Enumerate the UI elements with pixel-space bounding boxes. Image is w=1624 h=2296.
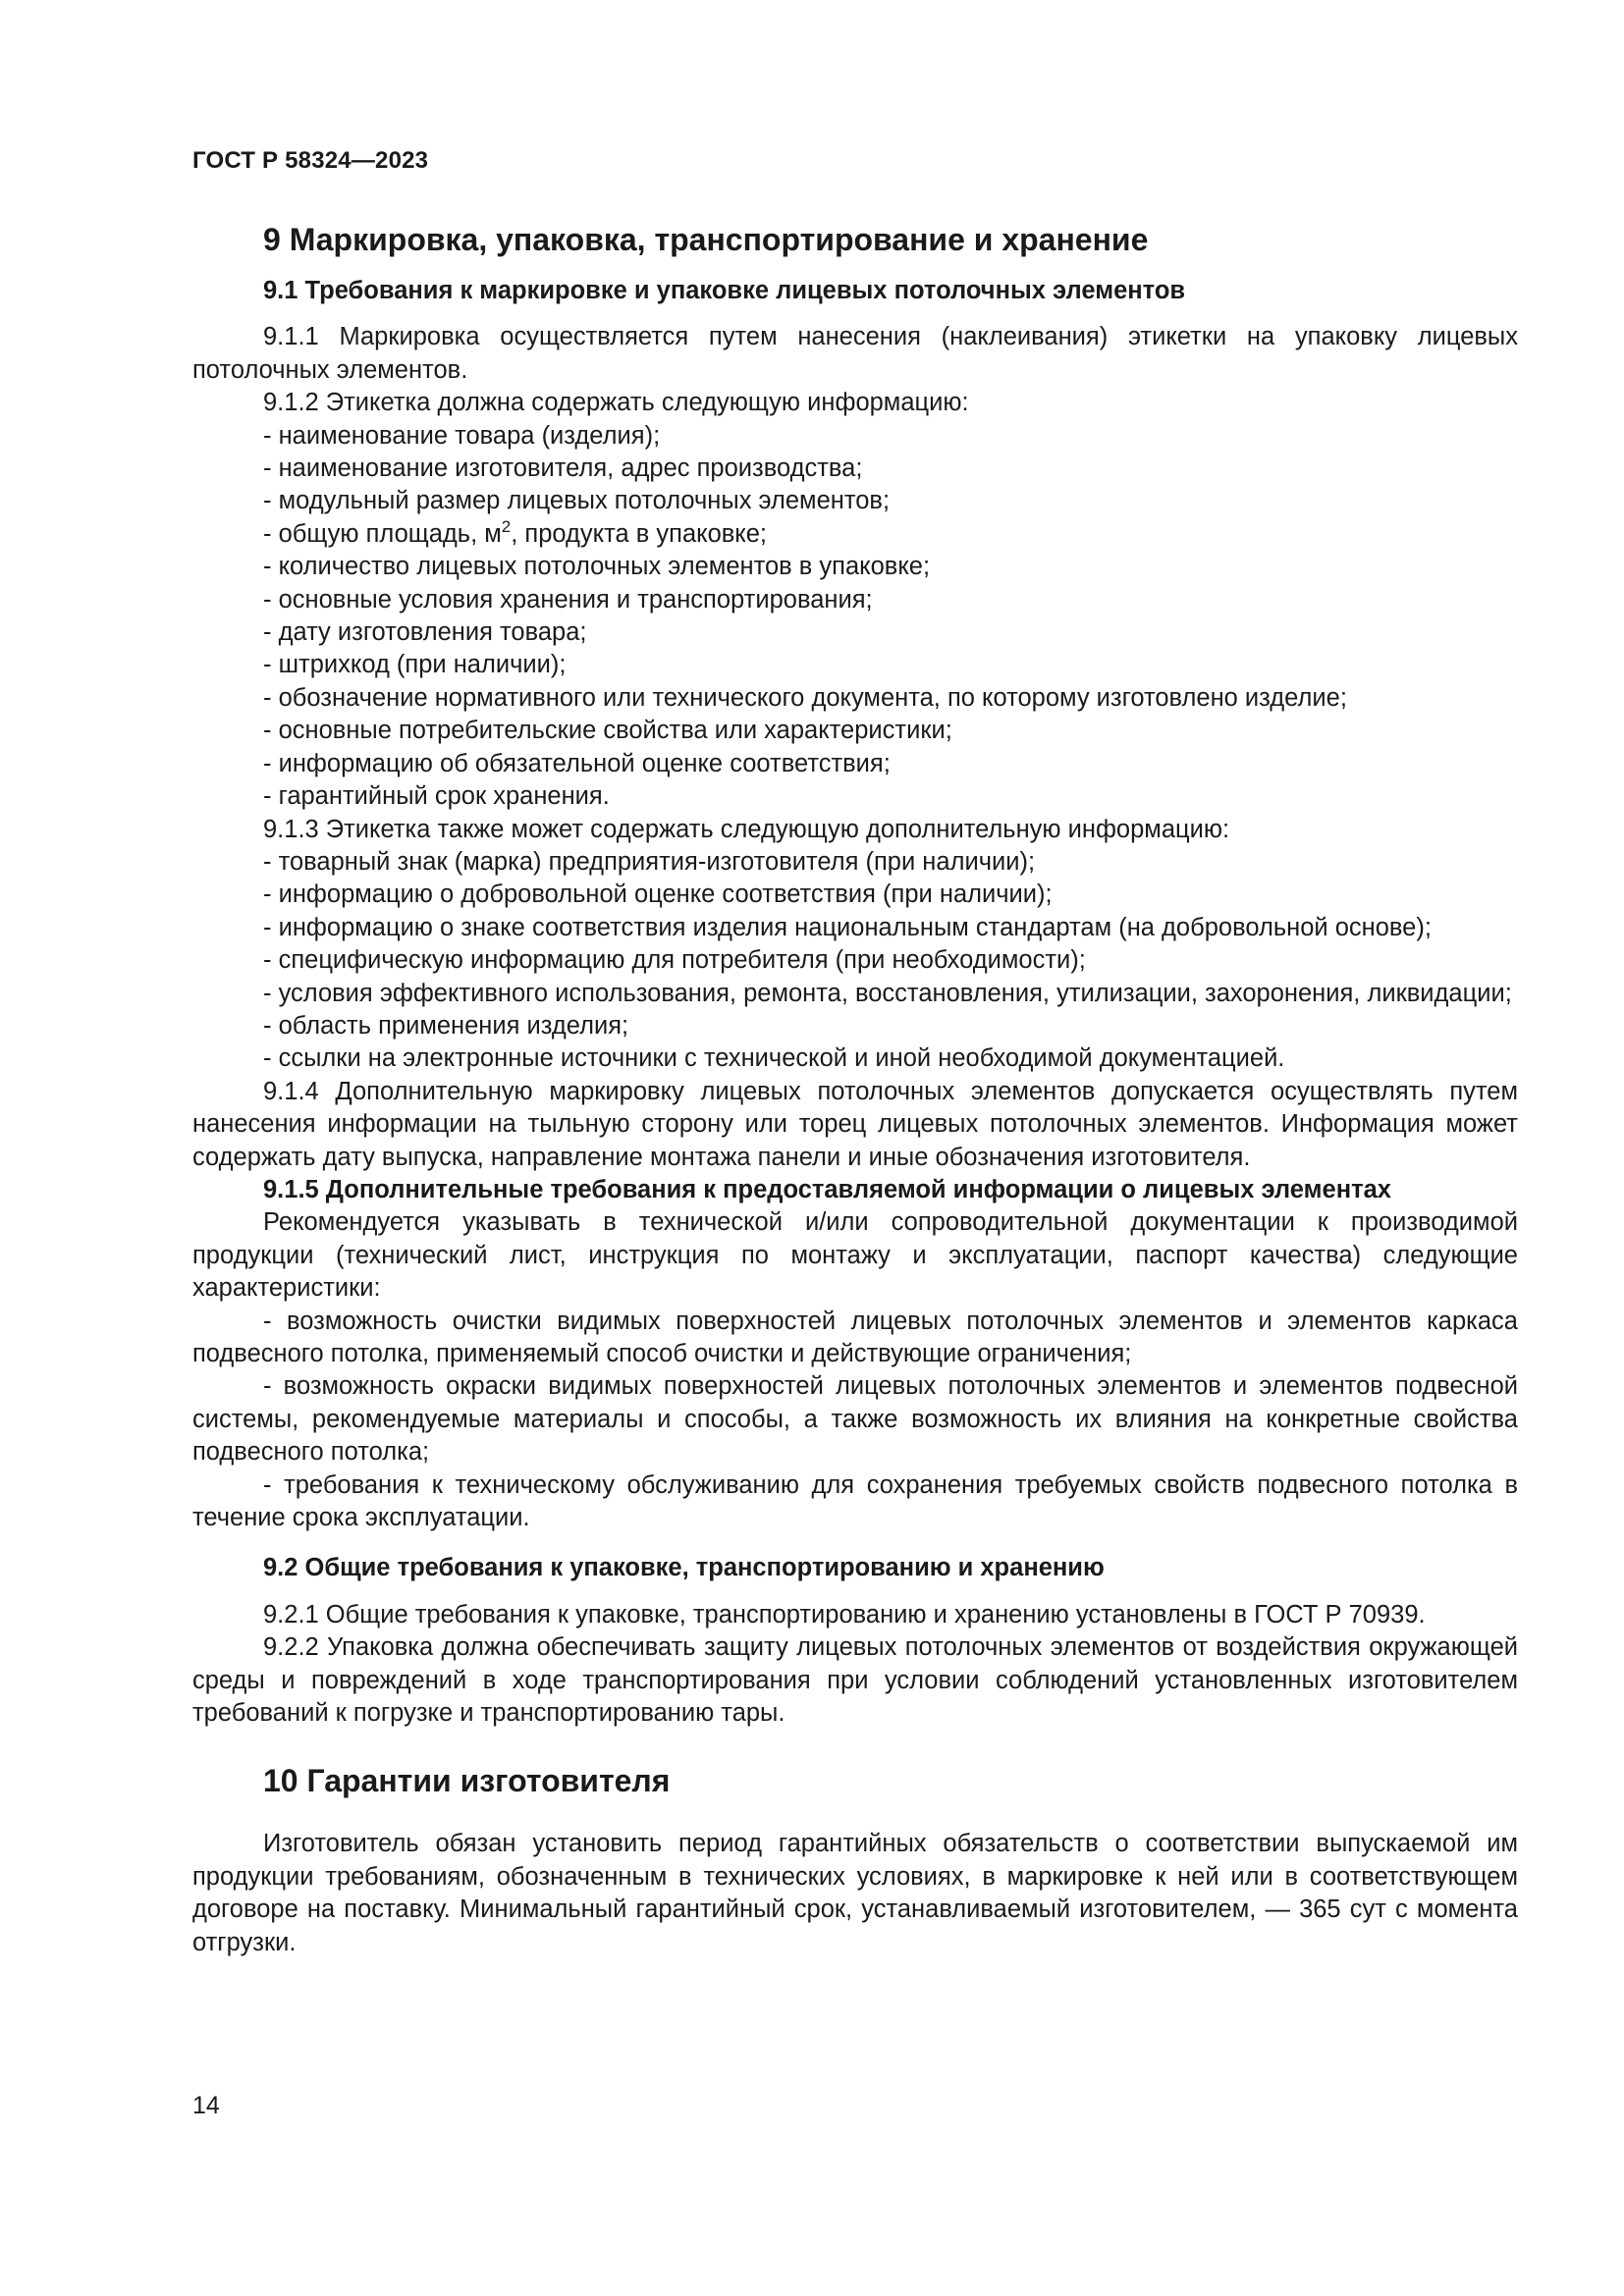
list-item: - количество лицевых потолочных элементов в упаковке; [263,553,931,581]
list-item: - требования к техническому обслуживанию для сохранения требуемых свойств подвесного потолка в течение срока эксплуатации. [192,1470,1518,1532]
label-info-list [192,420,1518,814]
subsection-9-2-heading: 9.2 Общие требования к упаковке, транспортированию и хранению [263,1554,1105,1582]
area-text: - общую площадь, м [263,519,502,548]
list-item: - наименование товара (изделия); [263,421,661,450]
area-superscript: 2 [501,516,512,536]
page-number: 14 [192,2092,220,2119]
paragraph-9-1-5: Рекомендуется указывать в технической и/или сопроводительной документации к производимой продукции (технический лист, инструкция по монтажу и эксплуатации, паспорт качества) следующие характеристики: [192,1208,1518,1303]
paragraph-9-1-3: 9.1.3 Этикетка также может содержать следующую дополнительную информацию: [263,815,1230,843]
list-item: - условия эффективного использования, ремонта, восстановления, утилизации, захоронения, ликвидации; [263,979,1512,1007]
list-item: - ссылки на электронные источники с технической и иной необходимой документацией. [263,1044,1285,1073]
paragraph-9-2-1: 9.2.1 Общие требования к упаковке, транспортированию и хранению установлены в ГОСТ Р 70939. [263,1600,1426,1629]
list-item: - область применения изделия; [263,1011,629,1040]
paragraph-9-2-2: 9.2.2 Упаковка должна обеспечивать защиту лицевых потолочных элементов от воздействия окружающей среды и повреждений в ходе транспортирования при условии соблюдений установленных изготовителем требований к погрузке и транспортированию тары. [192,1633,1518,1728]
list-item: - обозначение нормативного или технического документа, по которому изготовлено изделие; [263,683,1347,712]
list-item: - возможность очистки видимых поверхностей лицевых потолочных элементов и элементов каркаса подвесного потолка, применяемый способ очистки и действующие ограничения; [192,1307,1518,1367]
paragraph-9-1-2: 9.1.2 Этикетка должна содержать следующую информацию: [263,389,969,417]
list-item-area [192,518,1518,551]
list-item: - модульный размер лицевых потолочных элементов; [263,487,891,515]
list-item: - возможность окраски видимых поверхностей лицевых потолочных элементов и элементов подвесной системы, рекомендуемые материалы и способы, а также возможность их влияния на конкретные свойства подвесного потолка; [192,1372,1518,1467]
list-item: - гарантийный срок хранения. [263,782,610,811]
section-10-heading: 10 Гарантии изготовителя [263,1763,671,1799]
list-item: - наименование изготовителя, адрес производства; [263,454,863,483]
list-item: - дату изготовления товара; [263,618,587,647]
paragraph-10: Изготовитель обязан установить период гарантийных обязательств о соответствии выпускаемой им продукции требованиям, обозначенным в технических условиях, в маркировке к ней или в соответствующем договоре на поставку. Минимальный гарантийный срок, устанавливаемый изготовителем, — 365 сут с момента отгрузки. [192,1830,1518,1956]
section-9-heading: 9 Маркировка, упаковка, транспортирование и хранение [263,222,1149,257]
subsection-9-1-heading: 9.1 Требования к маркировке и упаковке лицевых потолочных элементов [263,277,1186,304]
list-item: - информацию об обязательной оценке соответствия; [263,749,891,777]
characteristics-list [192,1306,1518,1535]
paragraph-9-1-1: 9.1.1 Маркировка осуществляется путем нанесения (наклеивания) этикетки на упаковку лицевых потолочных элементов. [192,323,1518,384]
area-text-tail: , продукта в упаковке; [511,519,768,548]
additional-info-list [192,846,1518,1076]
list-item: - информацию о добровольной оценке соответствия (при наличии); [263,881,1053,909]
page-content [192,218,1518,1959]
list-item: - основные потребительские свойства или характеристики; [263,717,952,745]
list-item: - товарный знак (марка) предприятия-изготовителя (при наличии); [263,847,1036,876]
paragraph-9-1-4: 9.1.4 Дополнительную маркировку лицевых потолочных элементов допускается осуществлять путем нанесения информации на тыльную сторону или торец лицевых потолочных элементов. Информация может содержать дату выпуска, направление монтажа панели и иные обозначения изготовителя. [192,1077,1518,1171]
list-item: - основные условия хранения и транспортирования; [263,585,873,614]
list-item: - штрихкод (при наличии); [263,651,567,679]
paragraph-9-1-5-title: 9.1.5 Дополнительные требования к предоставляемой информации о лицевых элементах [263,1175,1391,1203]
list-item: - специфическую информацию для потребителя (при необходимости); [263,946,1086,975]
list-item: - информацию о знаке соответствия изделия национальным стандартам (на добровольной основе); [263,913,1432,941]
document-id-header: ГОСТ Р 58324—2023 [192,147,429,174]
